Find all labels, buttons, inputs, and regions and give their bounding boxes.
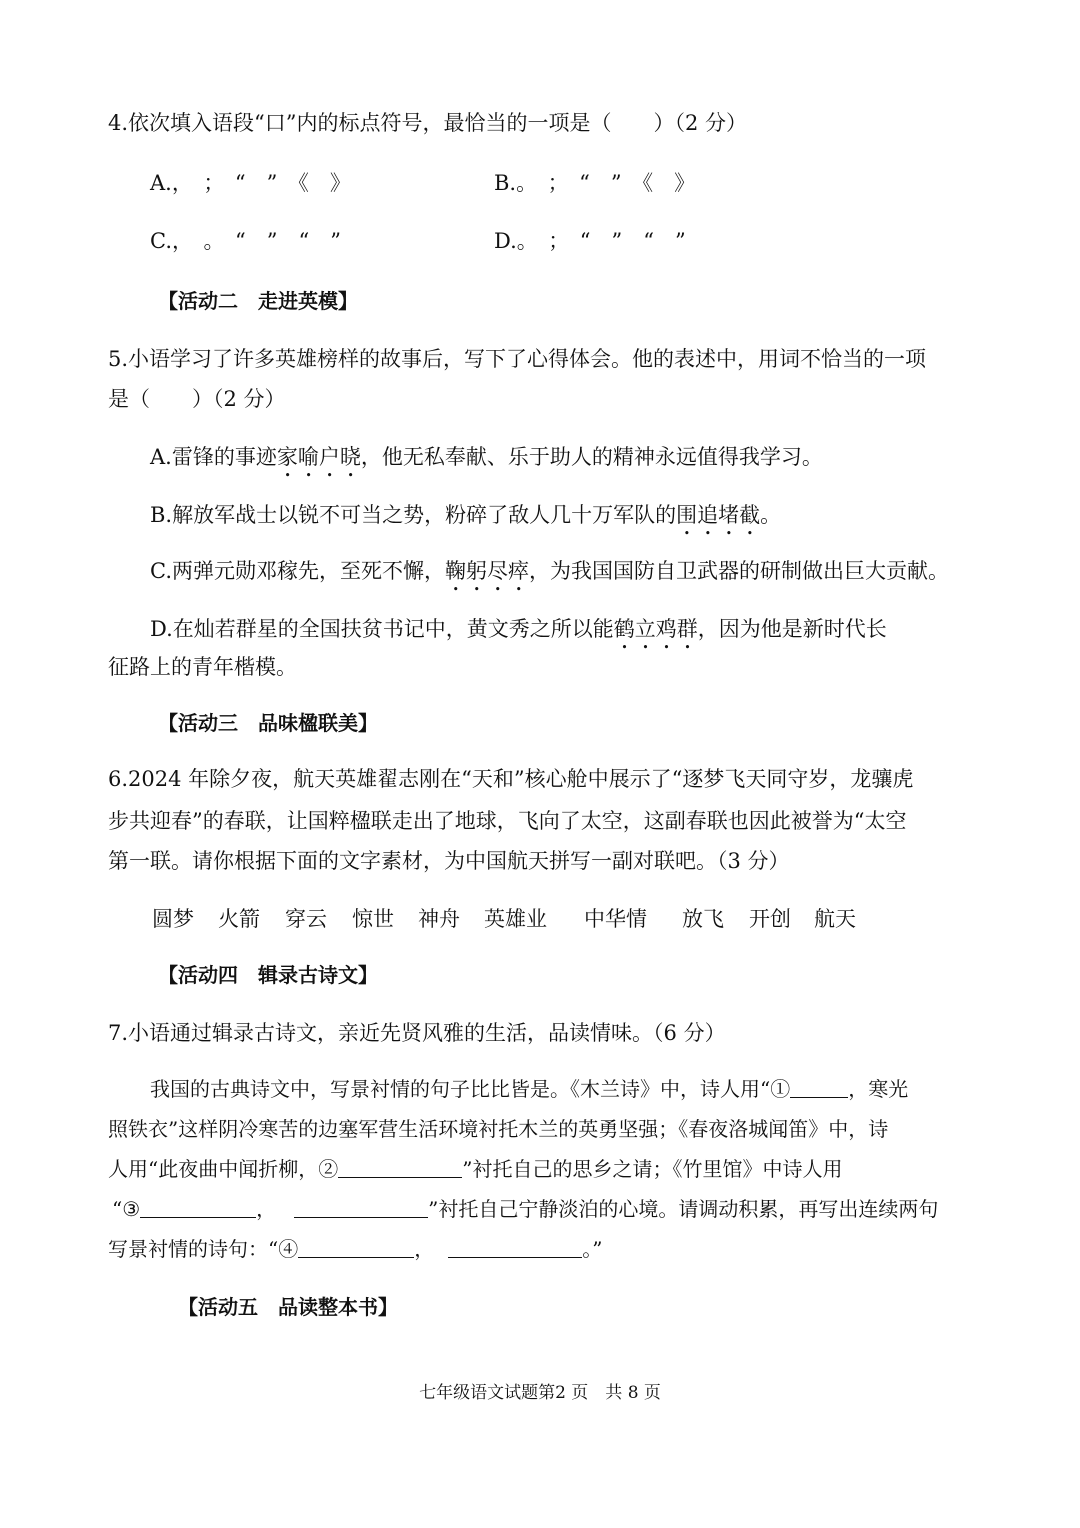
passage-text: ，寒光: [848, 1077, 909, 1101]
activity-five-heading: 【活动五 品读整本书】: [178, 1295, 398, 1319]
option-text: 。 ； “ ” “ ”: [516, 229, 686, 253]
word-item: 惊世: [352, 907, 394, 931]
q7-para-line1: [150, 1074, 908, 1104]
word-item: 火箭: [218, 907, 260, 931]
answer-blank-2[interactable]: [338, 1155, 462, 1178]
option-text: C.两弹元勋邓稼先，至死不懈，: [150, 559, 445, 583]
passage-text: 我国的古典诗文中，写景衬情的句子比比皆是。《木兰诗》中，诗人用“①: [150, 1077, 791, 1101]
answer-blank-1[interactable]: [790, 1075, 848, 1098]
q5-option-d: [150, 614, 887, 654]
q5-option-a: [150, 442, 823, 482]
dotted-idiom: 鹤立鸡群: [613, 617, 698, 641]
q4-option-b: [494, 168, 695, 198]
option-text: D.在灿若群星的全国扶贫书记中，黄文秀之所以能: [150, 617, 614, 641]
q5-stem-line2: 是（ ）（2 分）: [108, 387, 286, 411]
dotted-idiom: 家喻户晓: [276, 445, 361, 469]
word-item: 穿云: [285, 907, 327, 931]
word-item: 英雄业: [484, 907, 547, 931]
passage-text: 。”: [582, 1237, 603, 1261]
passage-text: ”衬托自己宁静淡泊的心境。请调动积累，再写出连续两句: [428, 1197, 939, 1221]
activity-two-heading: 【活动二 走进英模】: [158, 289, 358, 313]
dotted-idiom: 围追堵截: [676, 503, 761, 527]
option-label: C.: [150, 229, 172, 253]
word-item: 放飞: [682, 907, 724, 931]
option-text: ， 。 “ ” “ ”: [172, 229, 341, 253]
option-label: B.: [494, 171, 517, 195]
word-item: 中华情: [584, 907, 647, 931]
q4-option-d: [494, 226, 686, 256]
option-text: 。: [760, 503, 782, 527]
option-text: ， ； “ ” 《 》: [171, 171, 351, 195]
passage-text: 人用“此夜曲中闻折柳，②: [108, 1157, 339, 1181]
q5-option-d-line2: 征路上的青年楷模。: [108, 655, 297, 679]
option-text: ，因为他是新时代长: [697, 617, 887, 641]
q4-stem: 4.依次填入语段“口”内的标点符号，最恰当的一项是（ ）（2 分）: [108, 111, 748, 135]
word-item: 神舟: [418, 907, 460, 931]
passage-text: ，: [414, 1237, 435, 1261]
option-text: ，他无私奉献、乐于助人的精神永远值得我学习。: [360, 445, 823, 469]
option-text: B.解放军战士以锐不可当之势，粉碎了敌人几十万军队的: [150, 503, 677, 527]
page-footer: 七年级语文试题第2 页 共 8 页: [419, 1383, 661, 1403]
word-item: 开创: [749, 907, 791, 931]
q5-stem-line1: 5.小语学习了许多英雄榜样的故事后，写下了心得体会。他的表述中，用词不恰当的一项: [108, 347, 927, 371]
answer-blank-4a[interactable]: [298, 1235, 414, 1258]
dotted-idiom: 鞠躬尽瘁: [445, 559, 529, 583]
answer-blank-3b[interactable]: [294, 1195, 428, 1218]
q6-text-line1: 6.2024 年除夕夜，航天英雄翟志刚在“天和”核心舱中展示了“逐梦飞天同守岁，龙骧虎: [108, 767, 914, 791]
answer-blank-3a[interactable]: [140, 1195, 256, 1218]
q6-text-line2: 步共迎春”的春联，让国粹楹联走出了地球，飞向了太空，这副春联也因此被誉为“太空: [108, 809, 907, 833]
passage-text: “③: [112, 1197, 141, 1221]
q7-para-line4: [112, 1194, 938, 1224]
word-item: 圆梦: [152, 907, 194, 931]
q7-stem: 7.小语通过辑录古诗文，亲近先贤风雅的生活，品读情味。（6 分）: [108, 1021, 726, 1045]
q7-para-line3: [108, 1154, 842, 1184]
q4-option-a: [150, 168, 351, 198]
option-label: D.: [494, 229, 517, 253]
passage-text: 写景衬情的诗句：“④: [108, 1237, 299, 1261]
option-text: 。 ； “ ” 《 》: [516, 171, 696, 195]
q6-text-line3: 第一联。请你根据下面的文字素材，为中国航天拼写一副对联吧。（3 分）: [108, 849, 790, 873]
option-text: A.雷锋的事迹: [150, 445, 277, 469]
option-label: A.: [150, 171, 172, 195]
word-item: 航天: [814, 907, 856, 931]
q5-option-c: [150, 556, 949, 596]
activity-four-heading: 【活动四 辑录古诗文】: [158, 963, 378, 987]
passage-text: ，: [256, 1197, 277, 1221]
q4-option-c: [150, 226, 341, 256]
q7-para-line2: 照铁衣”这样阴冷寒苦的边塞军营生活环境衬托木兰的英勇坚强；《春夜洛城闻笛》中，诗: [108, 1117, 889, 1141]
q5-option-b: [150, 500, 781, 540]
passage-text: ”衬托自己的思乡之请；《竹里馆》中诗人用: [462, 1157, 843, 1181]
q7-para-line5: [108, 1234, 602, 1264]
option-text: ，为我国国防自卫武器的研制做出巨大贡献。: [529, 559, 949, 583]
activity-three-heading: 【活动三 品味楹联美】: [158, 711, 378, 735]
answer-blank-4b[interactable]: [448, 1235, 582, 1258]
